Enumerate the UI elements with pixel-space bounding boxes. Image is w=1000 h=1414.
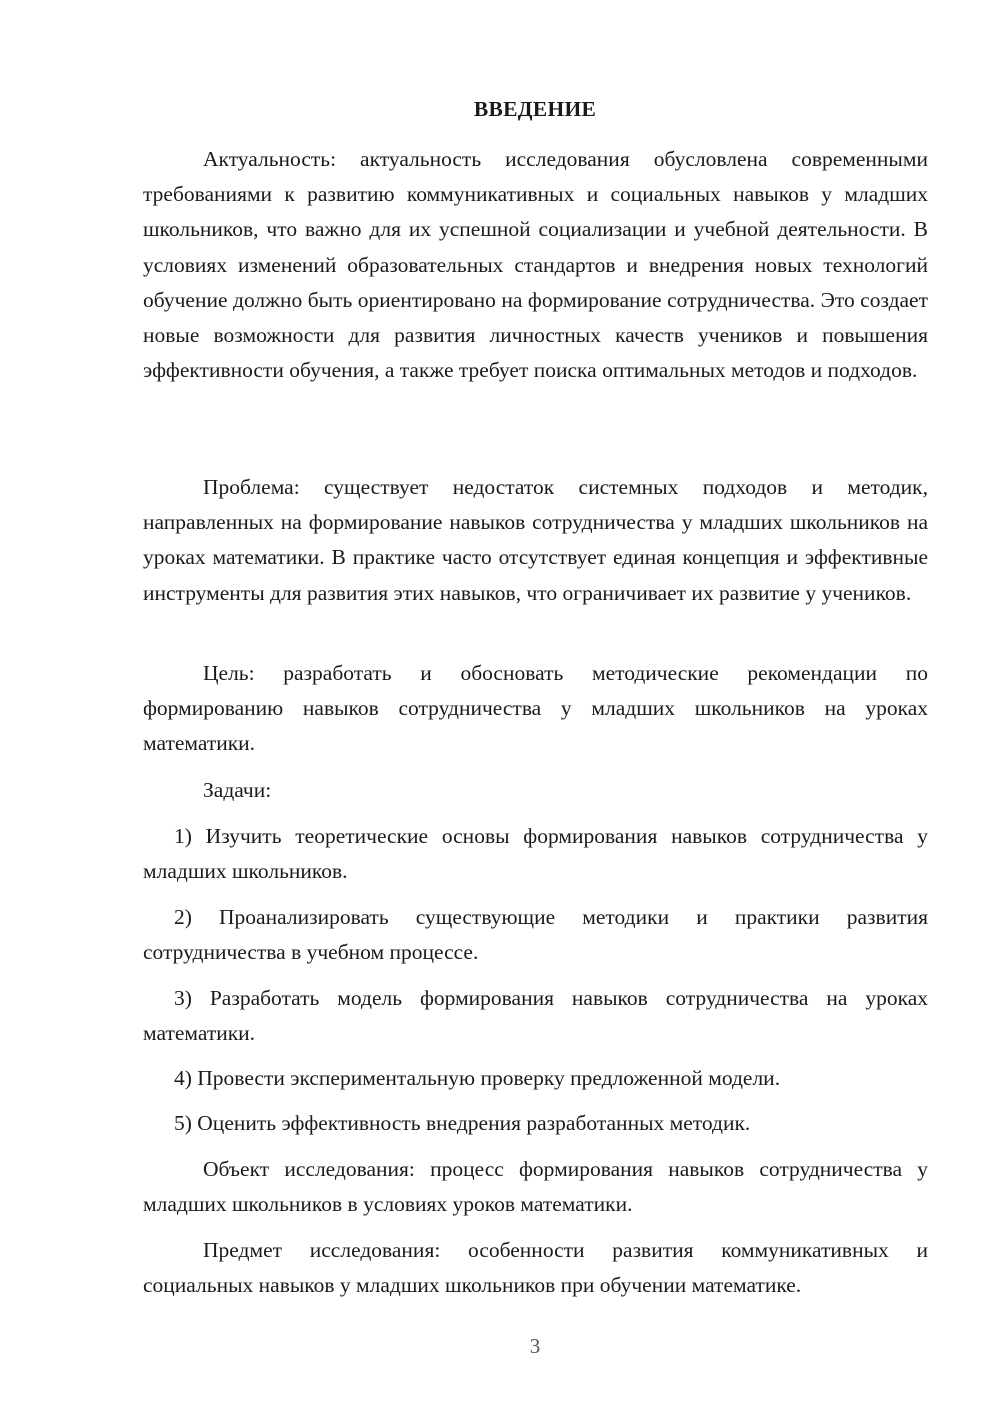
paragraph-goal: Цель: разработать и обосновать методические рекомендации по формированию навыков сотрудничества у младших школьников на уроках математики.: [143, 661, 928, 756]
page-number: 3: [529, 1334, 541, 1358]
paragraph-problem: Проблема: существует недостаток системных подходов и методик, направленных на формирование навыков сотрудничества у младших школьников на уроках математики. В практике часто отсутствует единая концепция и эффективные инструменты для развития этих навыков, что ограничивает их развитие у учеников.: [143, 475, 928, 605]
paragraph-subject: Предмет исследования: особенности развития коммуникативных и социальных навыков у младших школьников при обучении математике.: [143, 1238, 928, 1298]
section-heading: ВВЕДЕНИЕ: [473, 97, 597, 121]
task-item-4: 4) Провести экспериментальную проверку предложенной модели.: [174, 1066, 781, 1090]
task-item-2: 2) Проанализировать существующие методики и практики развития сотрудничества в учебном процессе.: [143, 905, 928, 965]
task-item-3: 3) Разработать модель формирования навыков сотрудничества на уроках математики.: [143, 986, 928, 1046]
paragraph-object: Объект исследования: процесс формирования навыков сотрудничества у младших школьников в условиях уроков математики.: [143, 1157, 928, 1217]
task-item-5: 5) Оценить эффективность внедрения разработанных методик.: [174, 1111, 751, 1135]
task-item-1: 1) Изучить теоретические основы формирования навыков сотрудничества у младших школьников.: [143, 824, 928, 884]
paragraph-relevance: Актуальность: актуальность исследования обусловлена современными требованиями к развитию коммуникативных и социальных навыков у младших школьников, что важно для их успешной социализации и учебной деятельности. В условиях изменений образовательных стандартов и внедрения новых технологий обучение должно быть ориентировано на формирование сотрудничества. Это создает новые возможности для развития личностных качеств учеников и повышения эффективности обучения, а также требует поиска оптимальных методов и подходов.: [143, 147, 928, 383]
paragraph-tasks-label: Задачи:: [203, 778, 272, 802]
